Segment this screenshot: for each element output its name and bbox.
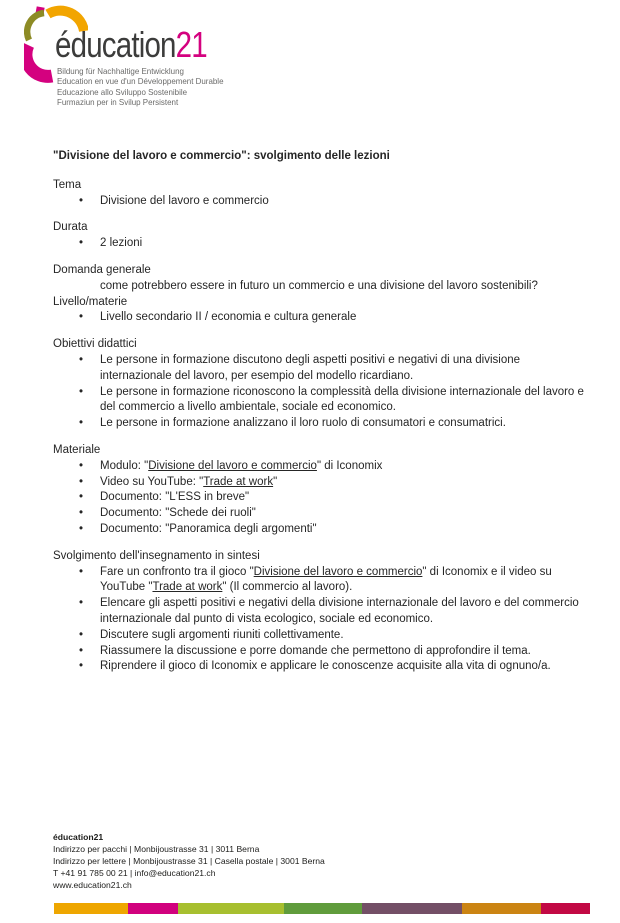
document-title: "Divisione del lavoro e commercio": svolgimento delle lezioni xyxy=(53,150,390,162)
list-item xyxy=(53,194,590,210)
colorbar-segment-green xyxy=(284,903,362,914)
section-items xyxy=(53,459,590,538)
doc-link[interactable]: Trade at work xyxy=(203,475,274,488)
colorbar-segment-ochre xyxy=(462,903,541,914)
text-run: come potrebbero essere in futuro un commercio e una divisione del lavoro sostenibili? xyxy=(100,279,538,292)
logo-wordmark xyxy=(55,24,207,66)
text-run: 2 lezioni xyxy=(100,237,143,250)
logo-tagline-line: Educazione allo Sviluppo Sostenibile xyxy=(57,86,188,97)
footer-line: T +41 91 785 00 21 | info@education21.ch xyxy=(53,868,216,878)
list-item xyxy=(53,659,590,675)
list-item xyxy=(53,353,590,385)
section xyxy=(53,337,590,432)
text-run: Documento: "Panoramica degli argomenti" xyxy=(100,522,317,535)
logo-taglines xyxy=(57,66,224,107)
text-run: " (Il commercio al lavoro). xyxy=(222,581,353,594)
doc-link[interactable]: Trade at work xyxy=(152,581,223,594)
section-heading: Svolgimento dell'insegnamento in sintesi xyxy=(53,549,260,562)
logo-wordmark-text: éducation xyxy=(55,24,176,65)
section-items xyxy=(53,310,590,326)
section-heading: Tema xyxy=(53,178,82,191)
list-item xyxy=(53,565,590,597)
list-item xyxy=(53,236,590,252)
text-run: " di Iconomix e il video su YouTube " xyxy=(100,565,552,594)
list-item xyxy=(53,644,590,660)
footer xyxy=(53,831,325,891)
logo-tagline-line: Bildung für Nachhaltige Entwicklung xyxy=(57,66,184,76)
list-item xyxy=(53,506,590,522)
text-run: Discutere sugli argomenti riuniti collettivamente. xyxy=(100,628,344,641)
text-run: Elencare gli aspetti positivi e negativi della divisione internazionale del lavoro e del commercio internazionale dal punto di vista ecologico, sociale ed economico. xyxy=(100,597,579,625)
list-item xyxy=(53,459,590,475)
text-run: Riprendere il gioco di Iconomix e applicare le conoscenze acquisite alla vita di ognuno/a. xyxy=(100,660,551,673)
footer-line: www.education21.ch xyxy=(53,880,132,890)
section xyxy=(53,220,590,252)
logo-tagline-line: Furmaziun per in Svilup Persistent xyxy=(57,96,179,107)
education21-logo xyxy=(0,0,260,115)
section xyxy=(53,549,590,675)
colorbar-segment-yellow-orange xyxy=(54,903,128,914)
text-run: Documento: "Schede dei ruoli" xyxy=(100,507,256,520)
doc-link[interactable]: Divisione del lavoro e commercio xyxy=(253,565,423,578)
document-sections xyxy=(53,178,590,675)
text-run: Riassumere la discussione e porre domande che permettono di approfondire il tema. xyxy=(100,644,531,657)
list-item xyxy=(53,522,590,538)
doc-link[interactable]: Divisione del lavoro e commercio xyxy=(148,459,317,472)
section xyxy=(53,295,590,327)
section-items xyxy=(53,565,590,676)
list-item xyxy=(53,475,590,491)
colorbar-segment-magenta xyxy=(128,903,178,914)
footer-colorbar xyxy=(54,903,590,914)
text-run: " di Iconomix xyxy=(316,459,383,472)
footer-org-name: éducation21 xyxy=(53,832,104,842)
section-heading: Durata xyxy=(53,221,88,234)
section-items xyxy=(53,353,590,432)
text-run: Divisione del lavoro e commercio xyxy=(100,194,269,207)
colorbar-segment-crimson xyxy=(541,903,590,914)
section-heading: Materiale xyxy=(53,443,101,456)
text-run: Documento: "L'ESS in breve" xyxy=(100,491,250,504)
text-run: Modulo: " xyxy=(100,459,149,472)
colorbar-segment-yellow-green xyxy=(178,903,284,914)
section-heading: Domanda generale xyxy=(53,263,151,276)
logo-tagline-line: Education en vue d'un Développement Durable xyxy=(57,76,224,87)
list-item xyxy=(53,596,590,628)
section xyxy=(53,178,590,210)
section-items xyxy=(53,194,590,210)
footer-address-lines xyxy=(53,843,325,891)
footer-line: Indirizzo per pacchi | Monbijoustrasse 31 | 3011 Berna xyxy=(53,844,260,854)
list-item xyxy=(53,628,590,644)
section-heading: Livello/materie xyxy=(53,295,128,308)
text-run: Le persone in formazione riconoscono la complessità della divisione internazionale del lavoro e del commercio a livello ambientale, sociale ed economico. xyxy=(100,385,584,414)
text-run: Fare un confronto tra il gioco " xyxy=(100,565,254,578)
section-items xyxy=(53,236,590,252)
text-run: Livello secondario II / economia e cultura generale xyxy=(100,311,357,324)
list-item xyxy=(53,385,590,417)
colorbar-segment-plum xyxy=(362,903,462,914)
list-item xyxy=(53,310,590,326)
indented-line xyxy=(53,279,590,295)
section xyxy=(53,443,590,538)
section-heading: Obiettivi didattici xyxy=(53,338,137,351)
text-run: Le persone in formazione discutono degli aspetti positivi e negativi di una divisione internazionale del lavoro, per esempio del modello ricardiano. xyxy=(100,353,521,382)
section-items xyxy=(53,279,590,295)
text-run: Le persone in formazione analizzano il loro ruolo di consumatori e consumatrici. xyxy=(100,417,506,430)
list-item xyxy=(53,416,590,432)
footer-line: Indirizzo per lettere | Monbijoustrasse 31 | Casella postale | 3001 Berna xyxy=(53,856,325,866)
text-run: " xyxy=(273,475,278,488)
section xyxy=(53,263,590,295)
list-item xyxy=(53,490,590,506)
logo-wordmark-number: 21 xyxy=(175,24,207,65)
text-run: Video su YouTube: " xyxy=(100,475,204,488)
